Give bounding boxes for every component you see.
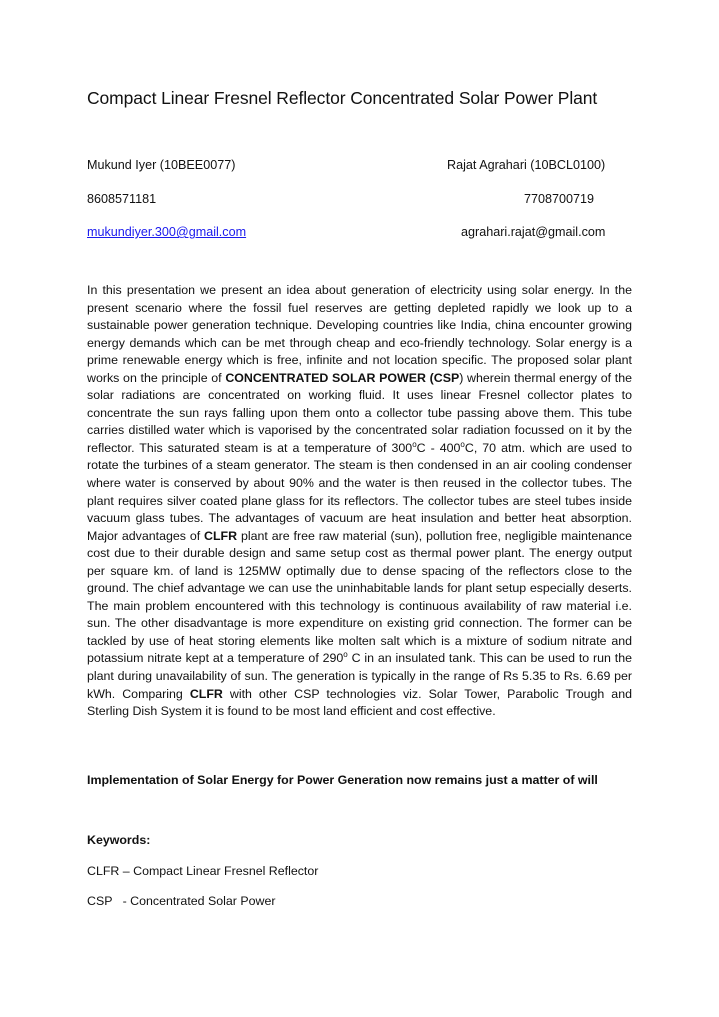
author-names-row <box>87 158 632 176</box>
degree-symbol: o <box>412 439 417 449</box>
abstract-text: plant are free raw material (sun), pollution free, negligible maintenance cost due to their durable design and same setup cost as thermal power plant. The energy output per square km. of land is 125MW optimally due to dense spacing of the reflectors close to the ground. The chief advantage we can use the uninhabitable lands for plant setup especially deserts. The main problem encountered with this technology is continuous availability of raw material i.e. sun. The other disadvantage is more expenditure on existing grid connection. The former can be tackled by use of heat storing elements like molten salt which is a mixture of sodium nitrate and potassium nitrate kept at a temperature of 290 <box>87 528 632 666</box>
author-1-email-link[interactable]: mukundiyer.300@gmail.com <box>87 225 247 239</box>
author-emails-row <box>87 225 632 243</box>
abstract-text: with other CSP technologies viz. Solar Tower, Parabolic Trough and Sterling Dish System it is found to be most land efficient and cost effective. <box>87 686 632 719</box>
abstract-text: C - 400 <box>416 440 461 455</box>
abstract-text: C in an insulated tank. This can be used to run the plant during unavailability of sun. The generation is typically in the range of Rs 5.35 to Rs. 6.69 per kWh. Comparing <box>87 651 632 701</box>
author-1-phone: 8608571181 <box>87 192 157 206</box>
abstract-text: C, 70 atm. which are used to rotate the turbines of a steam generator. The steam is then condensed in an air cooling condenser where water is conserved by about 90% and the water is then reused in the collector tubes. The plant requires silver coated plane glass for its reflectors. The collector tubes are steel tubes inside vacuum glass tubes. The advantages of vacuum are heat insulation and better heat absorption. Major advantages of <box>87 440 632 543</box>
keyword-item: CSP - Concentrated Solar Power <box>87 894 276 908</box>
degree-symbol: o <box>343 650 348 660</box>
emphasis-clfr: CLFR <box>204 528 238 543</box>
abstract-text: In this presentation we present an idea about generation of electricity using solar energy. In the present scenario where the fossil fuel reserves are getting depleted rapidly we look up to a sustainable power generation technique. Developing countries like India, china encounter growing energy demands which can be met through cheap and eco-friendly technology. Solar energy is a prime renewable energy which is free, infinite and not location specific. The proposed solar plant works on the principle of <box>87 283 632 385</box>
author-2-email: agrahari.rajat@gmail.com <box>461 225 606 239</box>
emphasis-csp: CONCENTRATED SOLAR POWER (CSP <box>225 370 460 385</box>
keyword-item: CLFR – Compact Linear Fresnel Reflector <box>87 864 319 878</box>
tagline: Implementation of Solar Energy for Power Generation now remains just a matter of will <box>87 773 598 787</box>
abstract-text: ) wherein thermal energy of the solar radiations are concentrated on working fluid. It uses linear Fresnel collector plates to concentrate the sun rays falling upon them onto a collector tube passing above them. This tube carries distilled water which is vaporised by the concentrated solar radiation focussed on it by the reflector. This saturated steam is at a temperature of 300 <box>87 370 632 455</box>
author-phones-row <box>87 192 632 210</box>
author-2-phone: 7708700719 <box>524 192 595 206</box>
emphasis-clfr: CLFR <box>189 686 223 701</box>
degree-symbol: o <box>460 439 465 449</box>
document-title: Compact Linear Fresnel Reflector Concentrated Solar Power Plant <box>87 88 598 108</box>
author-1-name: Mukund Iyer (10BEE0077) <box>87 158 236 172</box>
keywords-heading: Keywords: <box>87 833 151 847</box>
author-2-name: Rajat Agrahari (10BCL0100) <box>447 158 606 172</box>
abstract-paragraph <box>87 282 632 721</box>
